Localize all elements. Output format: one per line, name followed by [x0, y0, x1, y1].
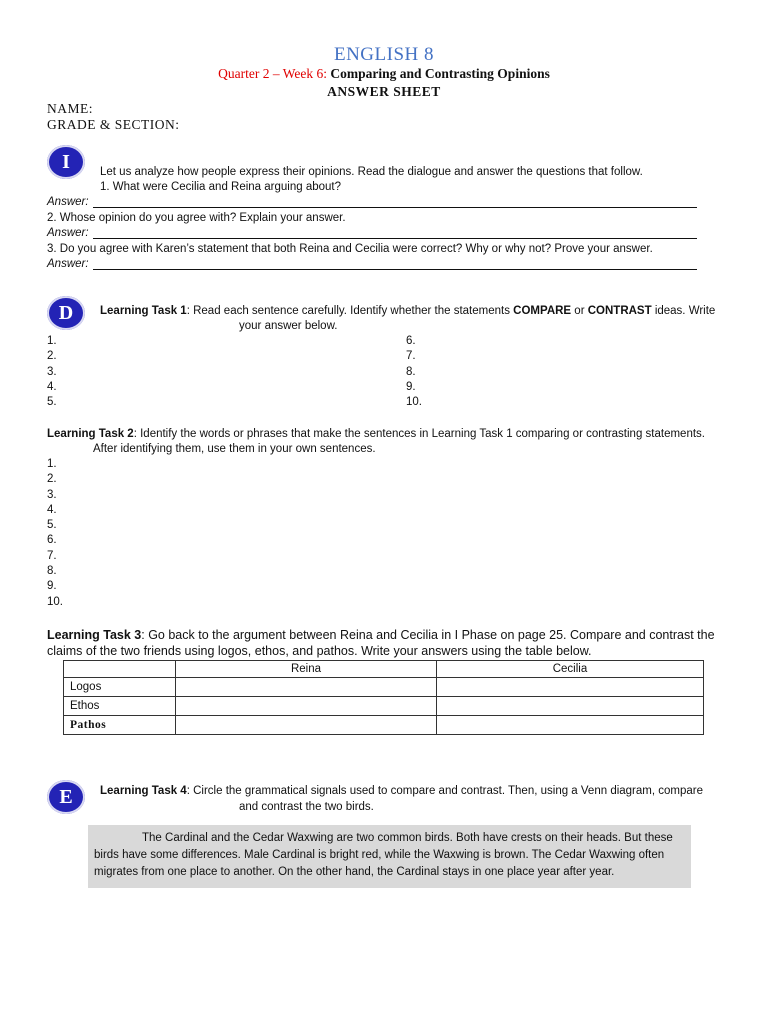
answer-cell[interactable] [437, 716, 704, 735]
table-header-reina: Reina [176, 661, 437, 678]
task2-instruction-cont: After identifying them, use them in your own sentences. [93, 443, 376, 455]
document-title: ENGLISH 8 [333, 44, 435, 65]
or-text: or [571, 305, 588, 317]
task3-text: : Go back to the argument between Reina and Cecilia in I Phase on page 25. Compare and contrast the [141, 628, 715, 642]
phase-d-badge: D [47, 296, 85, 330]
list-item: 2. [47, 350, 57, 363]
bird-passage [88, 825, 691, 888]
list-item: 1. [47, 335, 57, 347]
answer-cell[interactable] [437, 697, 704, 716]
table-header-cecilia: Cecilia [437, 661, 704, 678]
list-item: 3. [47, 365, 57, 378]
list-item: 4. [47, 503, 57, 516]
question-3: 3. Do you agree with Karen’s statement that both Reina and Cecilia were correct? Why or why not? Prove your answer. [47, 243, 653, 255]
task3-instruction-cont: claims of the two friends using logos, ethos, and pathos. Write your answers using the table below. [47, 644, 592, 658]
list-item: 1. [47, 458, 57, 470]
passage-line: birds have some differences. Male Cardinal is bright red, while the Waxwing is brown. The Cedar Waxwing often [94, 849, 665, 861]
task1-right-list [406, 334, 422, 410]
task1-label: Learning Task 1 [100, 305, 187, 317]
task1-text-end: ideas. Write [651, 305, 716, 317]
name-label: NAME: [47, 101, 93, 116]
claims-table [63, 660, 704, 735]
task4-instruction [100, 784, 703, 798]
answer-1-row[interactable] [47, 195, 697, 209]
task1-instruction-cont: your answer below. [239, 320, 338, 332]
list-item: 5. [47, 519, 57, 532]
list-item: 6. [47, 534, 57, 547]
row-label-logos: Logos [64, 678, 176, 697]
list-item: 10. [406, 396, 422, 409]
answer-label: Answer: [47, 196, 89, 208]
row-label-pathos: Pathos [64, 716, 176, 735]
table-row [64, 716, 704, 735]
grade-section-label: GRADE & SECTION: [47, 117, 180, 132]
list-item: 10. [47, 595, 63, 608]
answer-line [93, 226, 697, 239]
list-item: 7. [47, 549, 57, 562]
contrast-keyword: CONTRAST [587, 305, 652, 317]
list-item: 9. [47, 580, 57, 593]
answer-cell[interactable] [176, 716, 437, 735]
list-item: 8. [406, 365, 416, 378]
task4-label: Learning Task 4 [100, 785, 187, 797]
answer-sheet-label: ANSWER SHEET [327, 84, 441, 99]
quarter-week: Quarter 2 – Week 6: [218, 66, 328, 81]
task3-instruction [47, 628, 715, 642]
compare-keyword: COMPARE [513, 305, 572, 317]
list-item: 4. [47, 380, 57, 393]
passage-line: The Cardinal and the Cedar Waxwing are two common birds. Both have crests on their heads. But these [142, 832, 673, 844]
list-item: 5. [47, 396, 57, 409]
phase-e-badge: E [47, 780, 85, 814]
answer-line [93, 195, 697, 208]
list-item: 6. [406, 335, 416, 347]
document-subtitle [0, 66, 768, 82]
lesson-topic: Comparing and Contrasting Opinions [327, 66, 550, 81]
passage-line: migrates from one place to another. On the other hand, the Cardinal stays in one place year after year. [94, 866, 615, 878]
answer-cell[interactable] [176, 678, 437, 697]
answer-cell[interactable] [176, 697, 437, 716]
task1-text: : Read each sentence carefully. Identify whether the statements [186, 305, 514, 317]
section-i-intro: Let us analyze how people express their opinions. Read the dialogue and answer the questions that follow. [100, 166, 643, 178]
task4-text: : Circle the grammatical signals used to compare and contrast. Then, using a Venn diagram, compare [186, 785, 703, 797]
table-row [64, 697, 704, 716]
task4-instruction-cont: and contrast the two birds. [239, 801, 374, 813]
task2-label: Learning Task 2 [47, 428, 134, 440]
list-item: 3. [47, 488, 57, 501]
answer-3-row[interactable] [47, 257, 697, 271]
list-item: 9. [406, 380, 416, 393]
list-item: 8. [47, 565, 57, 578]
row-label-ethos: Ethos [64, 697, 176, 716]
answer-cell[interactable] [437, 678, 704, 697]
task3-label: Learning Task 3 [47, 628, 142, 642]
task1-left-list [47, 334, 57, 410]
task2-list [47, 457, 63, 610]
table-header-row [64, 661, 704, 678]
task2-instruction [47, 427, 705, 441]
answer-label: Answer: [47, 227, 89, 239]
question-1: 1. What were Cecilia and Reina arguing about? [100, 181, 342, 193]
list-item: 2. [47, 473, 57, 486]
answer-line [93, 257, 697, 270]
answer-label: Answer: [47, 258, 89, 270]
answer-2-row[interactable] [47, 226, 697, 240]
list-item: 7. [406, 350, 416, 363]
phase-i-badge: I [47, 145, 85, 179]
question-2: 2. Whose opinion do you agree with? Explain your answer. [47, 212, 346, 224]
task1-instruction [100, 304, 715, 318]
table-header-cell [64, 661, 176, 678]
table-row [64, 678, 704, 697]
task2-text: : Identify the words or phrases that make the sentences in Learning Task 1 comparing or contrasting statements. [133, 428, 705, 440]
